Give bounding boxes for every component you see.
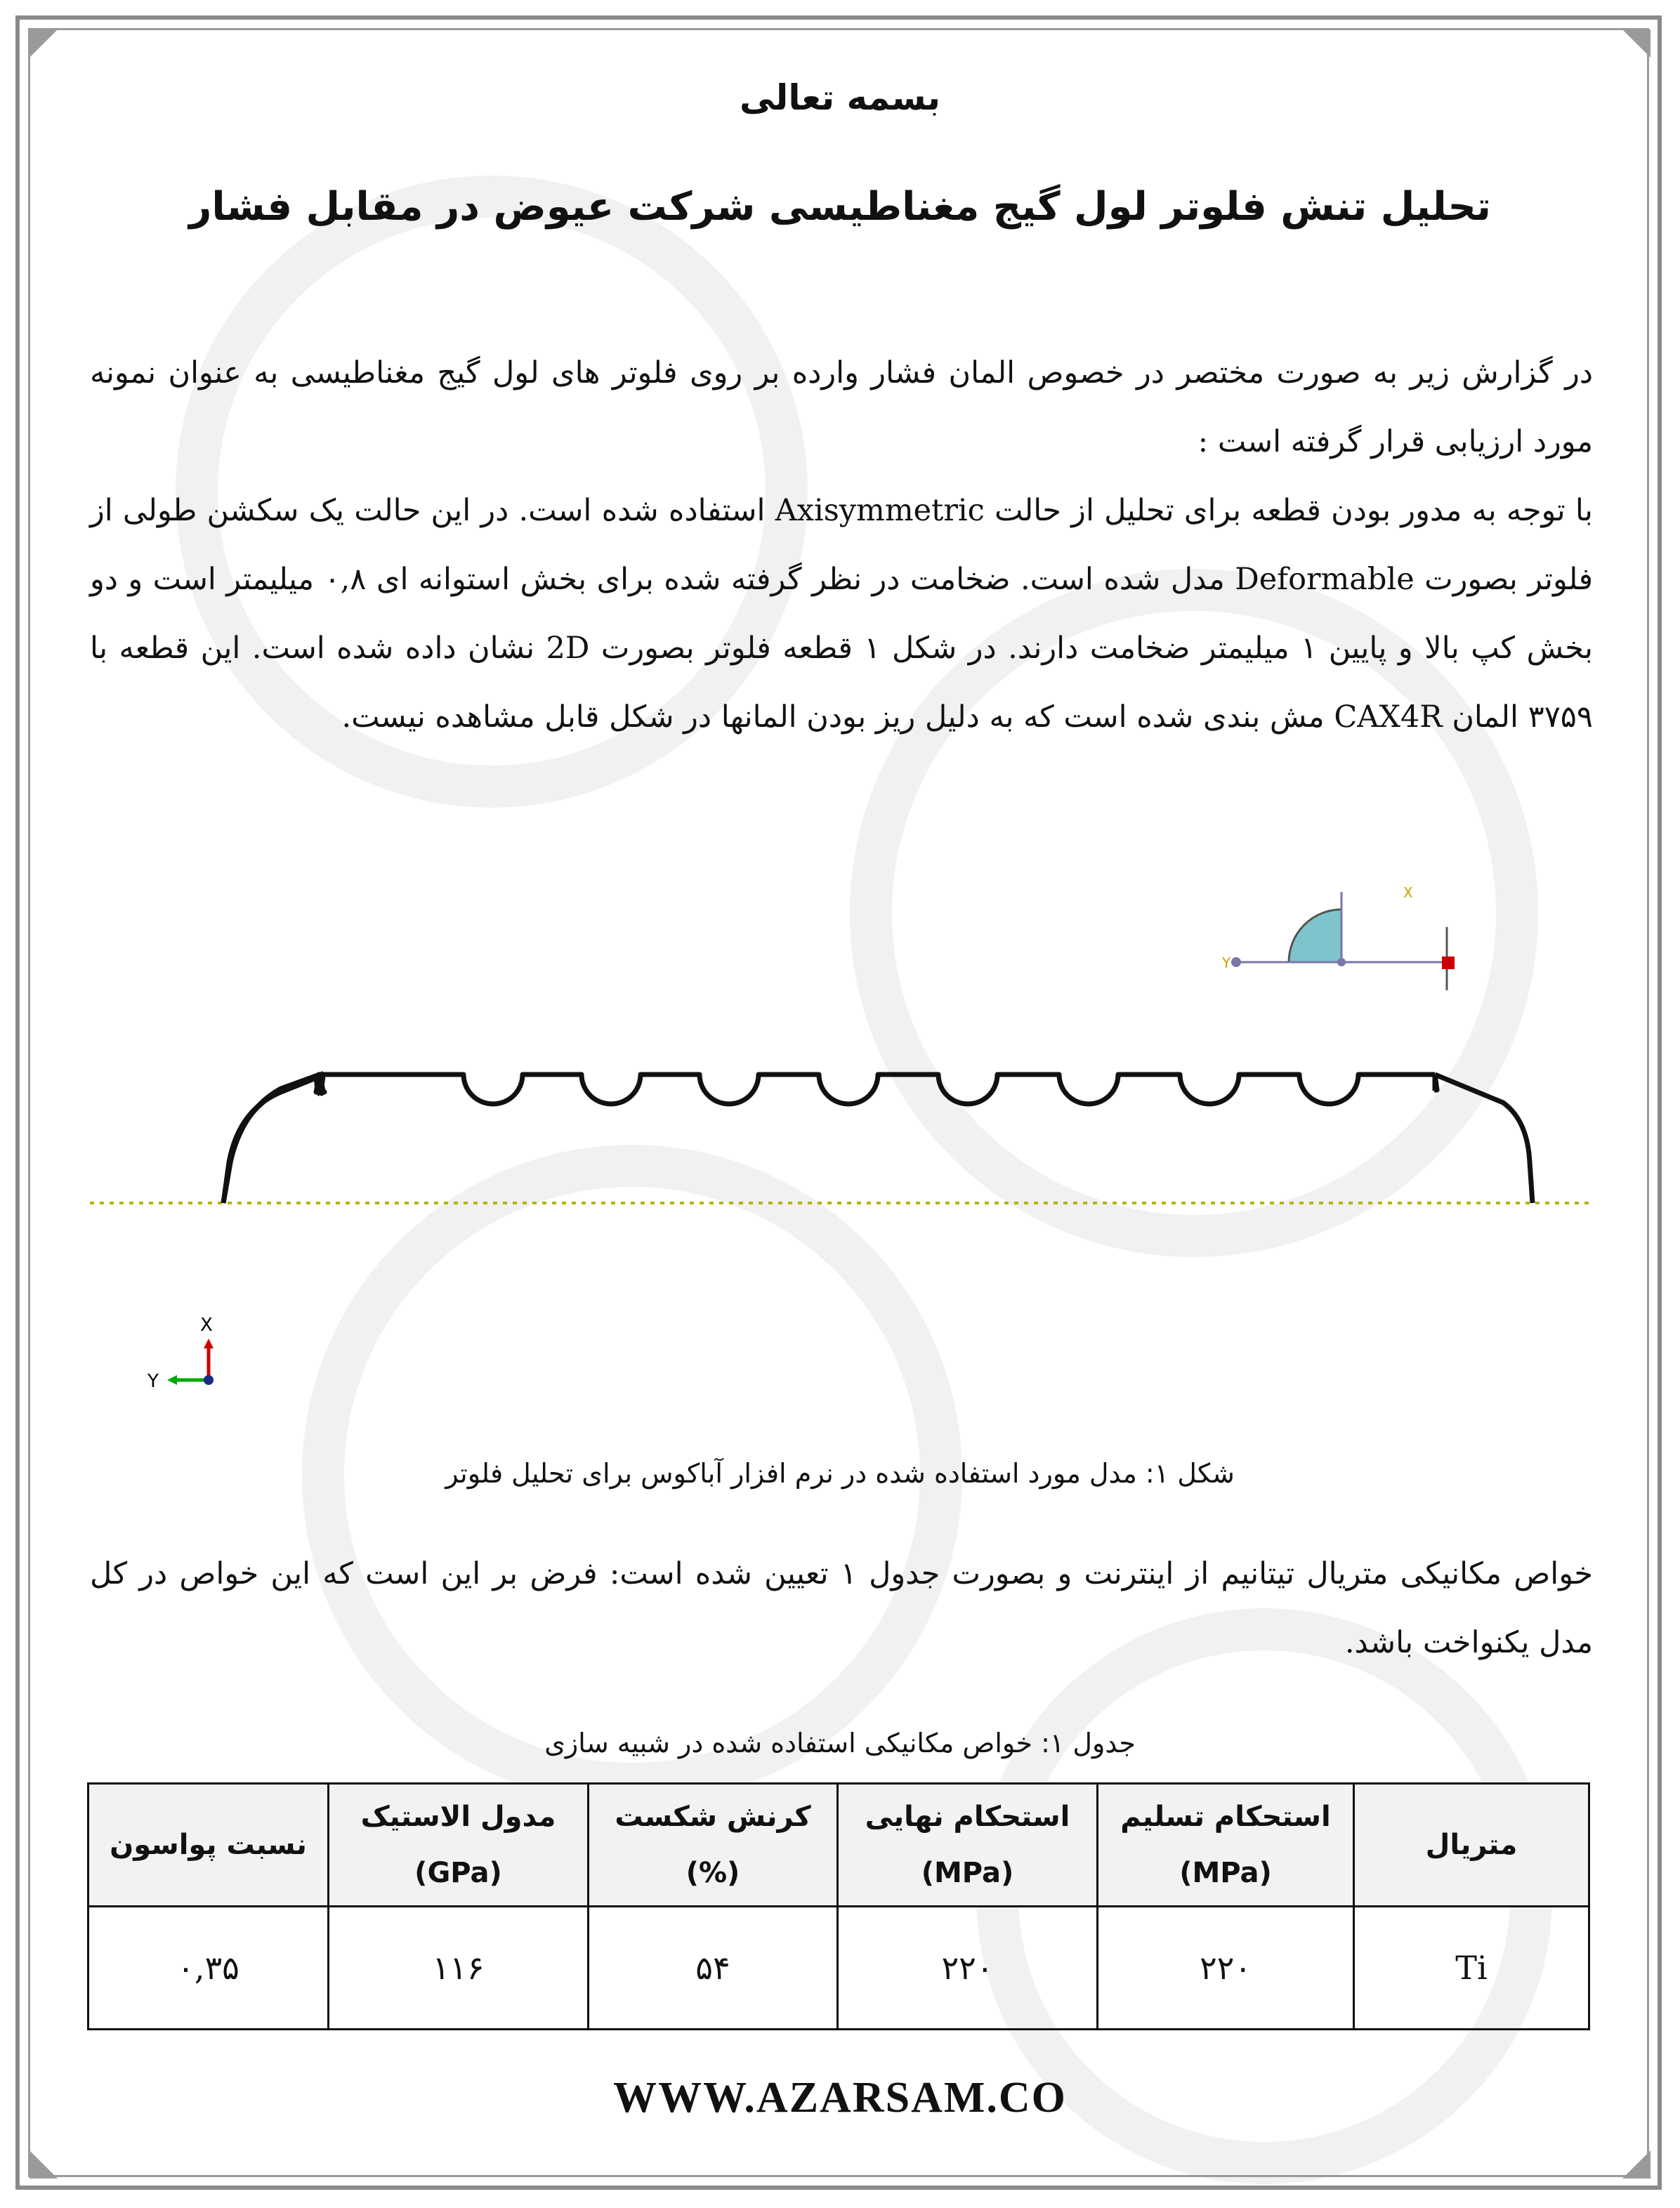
cell-material: Ti <box>1354 1907 1589 2030</box>
cell-yield-strength: ۲۲۰ <box>1098 1907 1354 2030</box>
abaqus-model-figure <box>70 878 1615 1412</box>
float-profile <box>223 1075 1533 1203</box>
svg-text:X: X <box>1403 884 1413 901</box>
page-heading-basme: بسمه تعالی <box>739 77 941 118</box>
triad-y-label: Y <box>147 1371 159 1392</box>
footer-website: WWW.AZARSAM.CO <box>613 2074 1067 2122</box>
svg-text:Y: Y <box>1222 954 1231 971</box>
view-triad <box>147 1315 214 1392</box>
header-ultimate-strength: استحکام نهایی (MPa) <box>838 1784 1098 1907</box>
cell-poisson-ratio: ۰,۳۵ <box>88 1907 329 2030</box>
mechanical-properties-table <box>87 1782 1590 2030</box>
header-material: متریال <box>1354 1784 1589 1907</box>
cell-elastic-modulus: ۱۱۶ <box>329 1907 589 2030</box>
material-paragraph: خواص مکانیکی متریال تیتانیم از اینترنت و بصورت جدول ۱ تعیین شده است: فرض بر این است که این خواص در کل مدل یکنواخت باشد. <box>90 1556 1593 1660</box>
intro-paragraph: در گزارش زیر به صورت مختصر در خصوص المان فشار وارده بر روی فلوتر های لول گیج مغناطیسی به عنوان نمونه مورد ارزیابی قرار گرفته است : <box>90 355 1593 459</box>
header-elastic-modulus: مدول الاستیک (GPa) <box>329 1784 589 1907</box>
cell-ultimate-strength: ۲۲۰ <box>838 1907 1098 2030</box>
cell-fracture-strain: ۵۴ <box>589 1907 838 2030</box>
figure-caption: شکل ۱: مدل مورد استفاده شده در نرم افزار آباکوس برای تحلیل فلوتر <box>445 1458 1235 1489</box>
table-caption: جدول ۱: خواص مکانیکی استفاده شده در شبیه سازی <box>544 1728 1136 1759</box>
header-poisson-ratio: نسبت پواسون <box>88 1784 329 1907</box>
triad-x-label: X <box>200 1315 213 1336</box>
coordinate-system-glyph <box>1221 884 1455 990</box>
model-paragraph: با توجه به مدور بودن قطعه برای تحلیل از حالت Axisymmetric استفاده شده است. در این حالت یک سکشن طولی از فلوتر بصورت Deformable مدل شده است. ضخامت در نظر گرفته شده برای بخش استوانه ای ۰,۸ میلیمتر است و دو بخش کپ بالا و پایین ۱ میلیمتر ضخامت دارند. در شکل ۱ قطعه فلوتر بصورت 2D نشان داده شده است. این قطعه با ۳۷۵۹ المان CAX4R مش بندی شده است که به دلیل ریز بودن المانها در شکل قابل مشاهده نیست. <box>90 493 1593 735</box>
table-header-row <box>88 1784 1589 1907</box>
header-yield-strength: استحکام تسلیم (MPa) <box>1098 1784 1354 1907</box>
page-title: تحلیل تنش فلوتر لول گیج مغناطیسی شرکت عیوض در مقابل فشار <box>189 184 1491 230</box>
table-row <box>88 1907 1589 2030</box>
header-fracture-strain: کرنش شکست (%) <box>589 1784 838 1907</box>
